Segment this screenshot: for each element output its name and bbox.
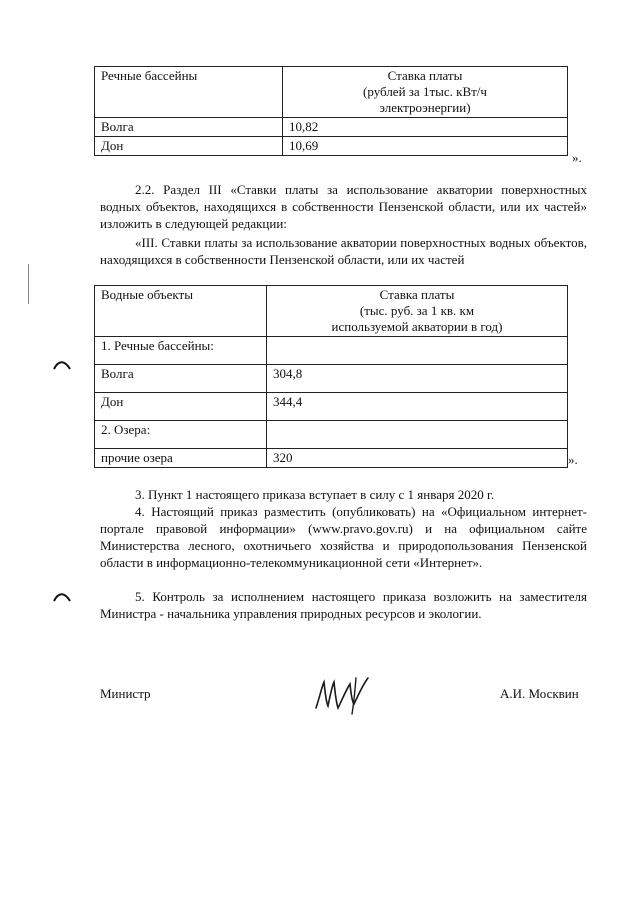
rate-header-line: электроэнергии)	[379, 100, 471, 115]
table-row	[95, 449, 568, 468]
rate-value-cell: 344,4	[267, 393, 568, 421]
table-row	[95, 393, 568, 421]
water-area-rates-table	[94, 285, 568, 468]
water-object-cell: Волга	[95, 365, 267, 393]
table-row	[95, 337, 568, 365]
water-object-cell: 1. Речные бассейны:	[95, 337, 267, 365]
header-cell-rate	[283, 67, 568, 118]
table1-closing-quote: ».	[572, 150, 582, 165]
margin-scan-mark	[52, 589, 72, 605]
rate-value-cell: 10,82	[283, 118, 568, 137]
rate-header-line: Ставка платы	[379, 287, 455, 302]
rate-header-line: (тыс. руб. за 1 кв. км	[359, 303, 475, 318]
rate-value-cell: 304,8	[267, 365, 568, 393]
rate-value-cell	[267, 337, 568, 365]
header-cell-rate	[267, 286, 568, 337]
table-header-row	[95, 67, 568, 118]
header-cell-water-objects: Водные объекты	[95, 286, 267, 337]
section-3-heading: «III. Ставки платы за использование акватории поверхностных водных объектов, находящихся в собственности Пензенской области, или их частей	[100, 235, 587, 267]
rate-header-line: Ставка платы	[387, 68, 463, 83]
margin-scan-line	[28, 264, 29, 304]
item-3-paragraph: 3. Пункт 1 настоящего приказа вступает в силу с 1 января 2020 г.	[135, 487, 495, 502]
rate-value-cell	[267, 421, 568, 449]
rate-header-line: используемой акватории в год)	[331, 319, 503, 334]
section-2-2-paragraph: 2.2. Раздел III «Ставки платы за использование акватории поверхностных водных объектов, находящихся в собственности Пензенской области, или их частей» изложить в следующей редакции:	[100, 182, 587, 231]
signatory-name: А.И. Москвин	[500, 686, 579, 701]
table-row	[95, 421, 568, 449]
water-object-cell: Дон	[95, 393, 267, 421]
header-cell-basins: Речные бассейны	[95, 67, 283, 118]
water-object-cell: прочие озера	[95, 449, 267, 468]
rate-value-cell: 320	[267, 449, 568, 468]
table-row	[95, 137, 568, 156]
table2-closing-quote: ».	[568, 452, 578, 467]
water-object-cell: 2. Озера:	[95, 421, 267, 449]
item-4-paragraph: 4. Настоящий приказ разместить (опубликовать) на «Официальном интернет-портале правовой информации» (www.pravo.gov.ru) и на официальном сайте Министерства лесного, охотничьего хозяйства и природопользования Пензенской области в информационно-телекоммуникационной сети «Интернет».	[100, 504, 587, 570]
river-basins-energy-rates-table	[94, 66, 568, 156]
rate-header-line: (рублей за 1тыс. кВт/ч	[363, 84, 487, 99]
handwritten-signature	[312, 674, 372, 716]
table-row	[95, 118, 568, 137]
basin-name-cell: Дон	[95, 137, 283, 156]
item-5-paragraph: 5. Контроль за исполнением настоящего приказа возложить на заместителя Министра - начальника управления природных ресурсов и экологии.	[100, 589, 587, 621]
table-header-row	[95, 286, 568, 337]
basin-name-cell: Волга	[95, 118, 283, 137]
margin-scan-mark	[52, 357, 72, 373]
rate-value-cell: 10,69	[283, 137, 568, 156]
table-row	[95, 365, 568, 393]
signatory-position: Министр	[100, 686, 151, 701]
